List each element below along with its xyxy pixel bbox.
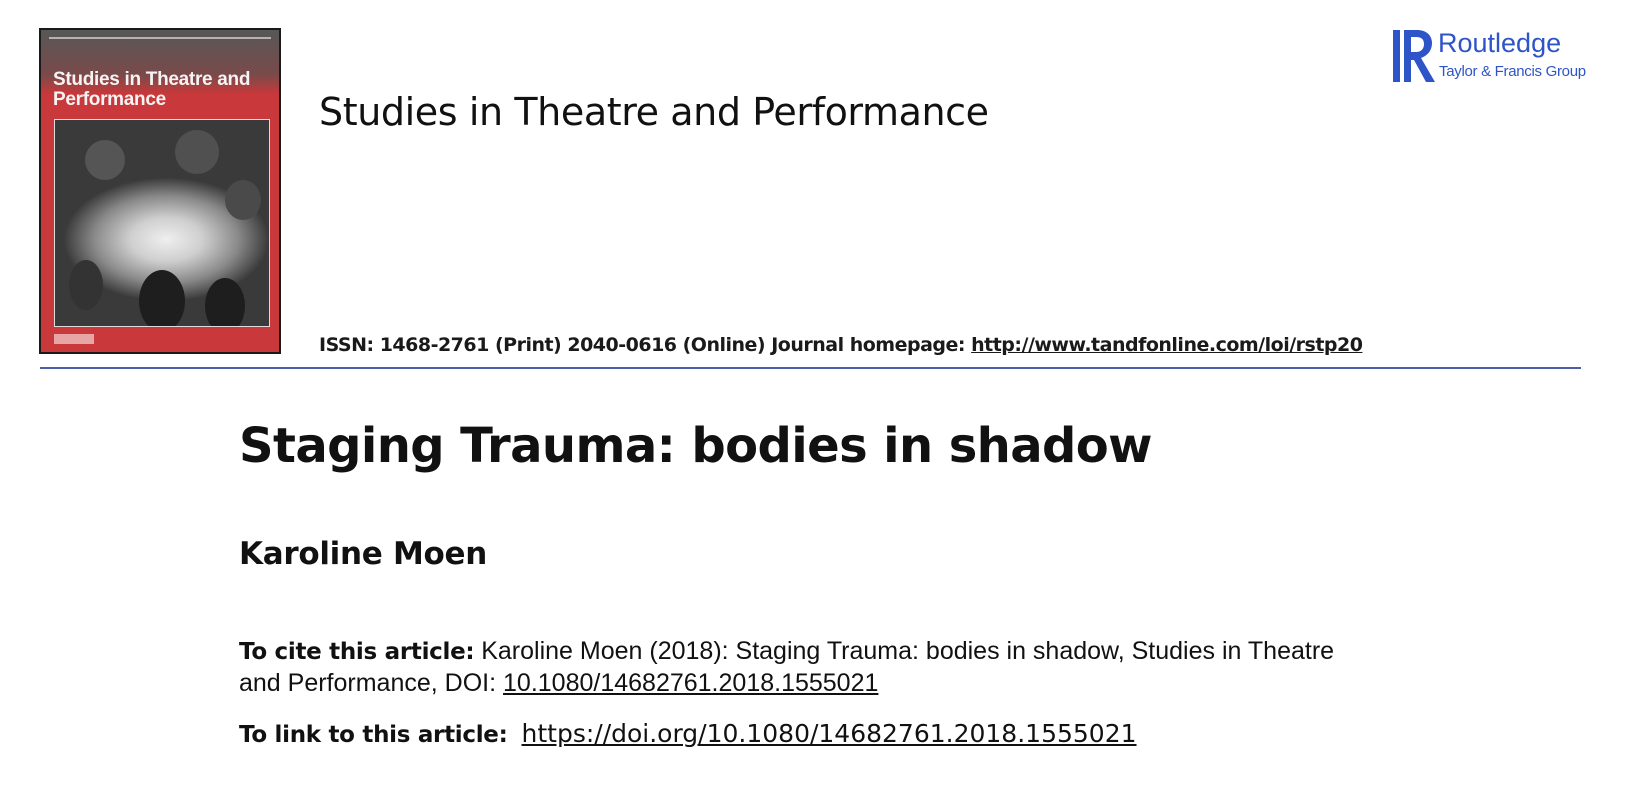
article-url-link[interactable]: https://doi.org/10.1080/14682761.2018.1555021 [521,719,1137,748]
doi-link[interactable]: 10.1080/14682761.2018.1555021 [503,669,879,697]
publisher-group: Taylor & Francis Group [1439,63,1586,80]
link-label: To link to this article: [239,722,508,748]
article-link-block [239,719,1137,748]
cover-title: Studies in Theatre and Performance [53,69,251,110]
article-title: Staging Trauma: bodies in shadow [239,418,1152,474]
publisher-logo [1392,28,1592,84]
journal-homepage-link[interactable]: http://www.tandfonline.com/loi/rstp20 [971,334,1363,356]
citation-block [239,636,1379,699]
routledge-r-icon [1392,28,1436,84]
journal-cover-image [39,28,281,354]
cover-photo [54,119,270,327]
cover-top-line [49,37,271,39]
cover-publisher-mark [54,334,94,344]
header-divider [40,367,1581,369]
publisher-name: Routledge [1438,28,1562,58]
journal-title: Studies in Theatre and Performance [319,90,989,134]
article-author: Karoline Moen [239,536,488,572]
issn-text: ISSN: 1468-2761 (Print) 2040-0616 (Online) Journal homepage: [319,334,972,356]
issn-line [319,334,1362,356]
cite-text: Karoline Moen (2018): Staging Trauma: bodies in shadow, Studies in Theatre and Performance, DOI: [239,637,1335,697]
cite-label: To cite this article: [239,639,475,665]
